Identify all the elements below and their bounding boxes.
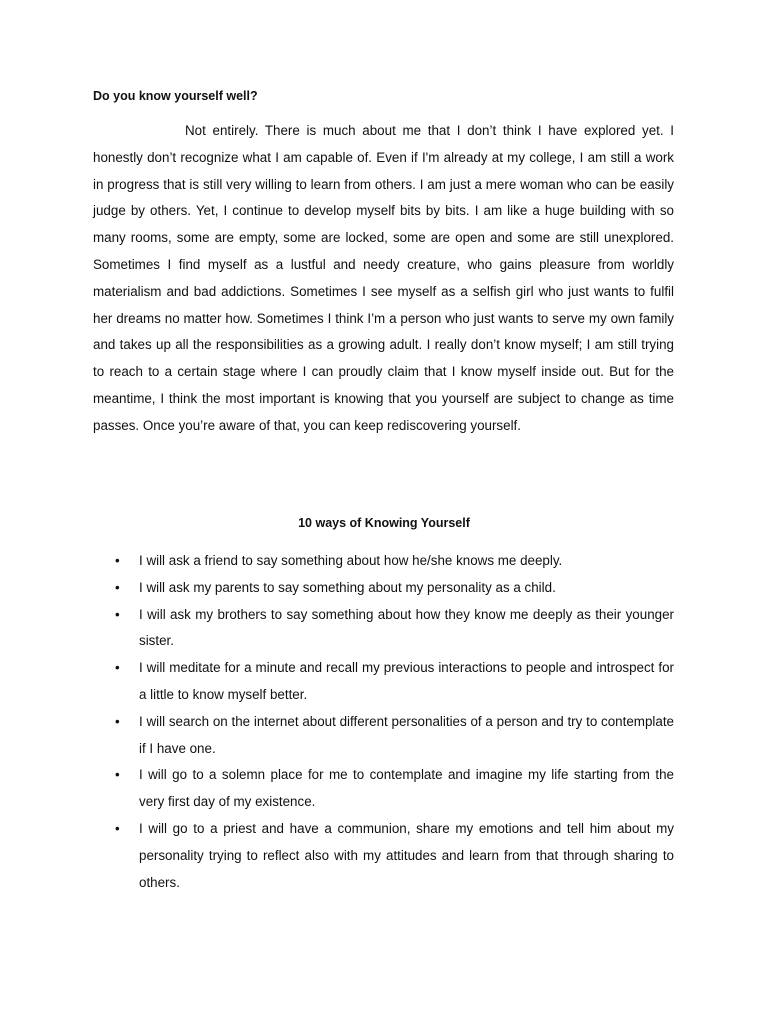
list-item: • I will ask my parents to say something about my personality as a child.: [139, 575, 674, 602]
list-item: • I will search on the internet about different personalities of a person and try to contemplate if I have one.: [139, 709, 674, 763]
question-heading: Do you know yourself well?: [93, 89, 258, 103]
list-item: • I will go to a priest and have a communion, share my emotions and tell him about my personality trying to reflect also with my attitudes and learn from that through sharing to others.: [139, 816, 674, 896]
section-title: 10 ways of Knowing Yourself: [298, 516, 470, 530]
list-item: • I will go to a solemn place for me to contemplate and imagine my life starting from the very first day of my existence.: [139, 762, 674, 816]
essay-paragraph: Not entirely. There is much about me that I don’t think I have explored yet. I honestly don’t recognize what I am capable of. Even if I'm already at my college, I am still a work in progress that is still very willing to learn from others. I am just a mere woman who can be easily judge by others. Yet, I continue to develop myself bits by bits. I am like a huge building with so many rooms, some are empty, some are locked, some are open and some are still unexplored. Sometimes I find myself as a lustful and needy creature, who gains pleasure from worldly materialism and bad addictions. Sometimes I see myself as a selfish girl who just wants to fulfil her dreams no matter how. Sometimes I think I’m a person who just wants to serve my own family and takes up all the responsibilities as a growing adult. I really don’t know myself; I am still trying to reach to a certain stage where I can proudly claim that I know myself inside out. But for the meantime, I think the most important is knowing that you yourself are subject to change as time passes. Once you’re aware of that, you can keep rediscovering yourself.: [93, 123, 674, 433]
list-item: • I will ask a friend to say something about how he/she knows me deeply.: [139, 548, 674, 575]
ways-list: [139, 548, 674, 896]
list-item: • I will meditate for a minute and recall my previous interactions to people and introspect for a little to know myself better.: [139, 655, 674, 709]
list-item: • I will ask my brothers to say something about how they know me deeply as their younger sister.: [139, 602, 674, 656]
